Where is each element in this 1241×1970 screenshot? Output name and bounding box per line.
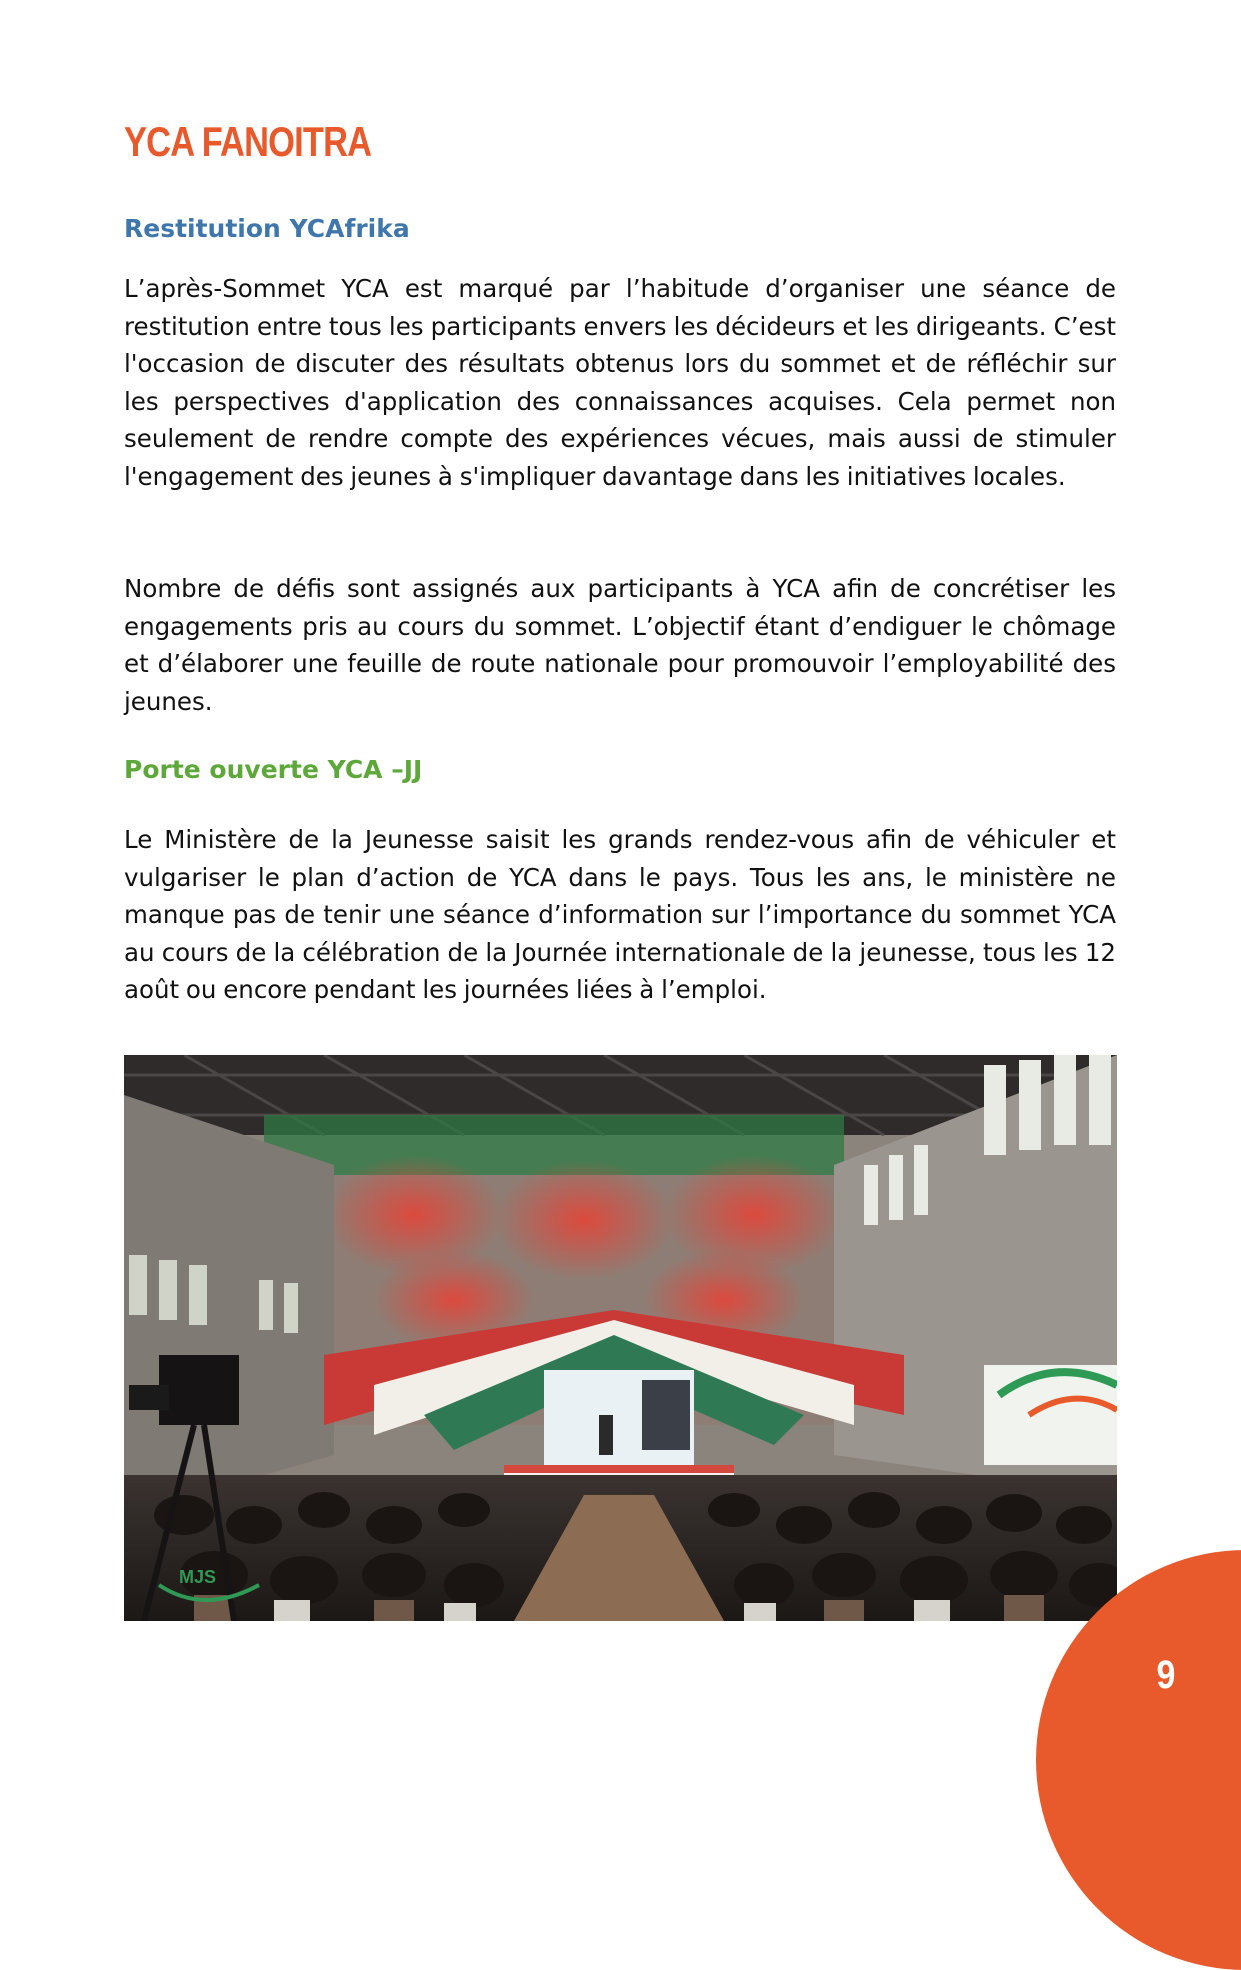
- page-title: YCA FANOITRA: [124, 118, 372, 165]
- svg-text:MJS: MJS: [179, 1567, 217, 1587]
- paragraph-restitution-2: Nombre de défis sont assignés aux participants à YCA afin de concrétiser les engagements pris au cours du sommet. L’objectif étant d’endiguer le chômage et d’élaborer une feuille de route nationale pour promouvoir l’employabilité des jeunes.: [124, 574, 1116, 716]
- paragraph-restitution-1: L’après-Sommet YCA est marqué par l’habitude d’organiser une séance de restitution entre tous les participants envers les décideurs et les dirigeants. C’est l'occasion de discuter des résultats obtenus lors du sommet et de réfléchir sur les perspectives d'application des connaissances acquises. Cela permet non seulement de rendre compte des expériences vécues, mais aussi de stimuler l'engagement des jeunes à s'impliquer davantage dans les initiatives locales.: [124, 274, 1116, 491]
- section-heading-porte-ouverte: Porte ouverte YCA –JJ: [124, 755, 423, 784]
- event-photo: [124, 1055, 1117, 1621]
- paragraph-porte-ouverte: Le Ministère de la Jeunesse saisit les grands rendez-vous afin de véhiculer et vulgariser le plan d’action de YCA dans le pays. Tous les ans, le ministère ne manque pas de tenir une séance d’information sur l’importance du sommet YCA au cours de la célébration de la Journée internationale de la jeunesse, tous les 12 août ou encore pendant les journées liées à l’emploi.: [124, 825, 1116, 1004]
- page-number: 9: [1156, 1653, 1176, 1697]
- section-heading-restitution: Restitution YCAfrika: [124, 214, 410, 243]
